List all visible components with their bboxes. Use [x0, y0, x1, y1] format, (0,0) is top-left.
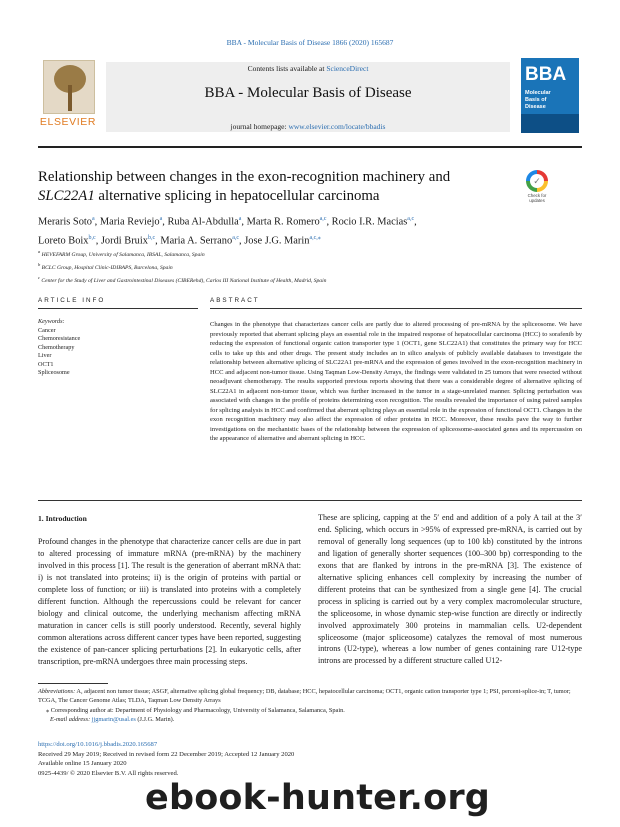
footnote-rule — [38, 683, 108, 684]
homepage-link[interactable]: www.elsevier.com/locate/bbadis — [288, 122, 386, 131]
title-line2: alternative splicing in hepatocellular carcinoma — [94, 188, 380, 204]
article-info-rule — [38, 308, 198, 309]
author-name[interactable]: Jordi Bruix — [100, 235, 148, 247]
author-name[interactable]: Maria A. Serrano — [160, 235, 233, 247]
journal-title: BBA - Molecular Basis of Disease — [204, 85, 412, 101]
affiliation-item: $^a$ HEVEFARM Group, University of Salamanca, IBSAL, Salamanca, Spain — [38, 249, 205, 258]
author-name[interactable]: Jose J.G. Marin — [244, 235, 310, 247]
header-divider — [38, 146, 582, 148]
check-for-updates-button[interactable]: ✓ Check for updates — [523, 170, 551, 202]
keyword-item: Liver — [38, 352, 52, 359]
cover-subtitle: Molecular Basis of Disease — [525, 90, 551, 110]
author-name[interactable]: Ruba Al-Abdulla — [167, 216, 239, 228]
elsevier-logo — [38, 60, 98, 132]
elsevier-wordmark: ELSEVIER — [39, 116, 97, 128]
keywords-list — [38, 318, 198, 378]
affiliations — [38, 247, 582, 286]
author-name[interactable]: Marta R. Romero — [246, 216, 320, 228]
abstract-bottom-rule — [38, 500, 582, 501]
contents-line — [106, 64, 510, 73]
intro-heading: 1. Introduction — [38, 514, 87, 523]
available-online: Available online 15 January 2020 — [38, 760, 127, 768]
abstract-rule — [210, 308, 582, 309]
keyword-item: Cancer — [38, 326, 56, 334]
intro-right-column: These are splicing, capping at the 5′ end and addition of a poly A tail at the 3′ end. Splicing, which occurs in >95% of expressed pre-mRNA, is carried out by removal of generally long sequences (up to 100 kb) constituted by the introns and ligation of generally shorter sequences (100–300 bp) corresponding to the exons that are flanked by introns in the pre-mRNA [3]. The existence of alternative splicing enhances cell complexity by increasing the number of different proteins that can be synthesized from a single gene [4]. The crucial process in splicing is carried out by a very complex macromolecular structure, the spliceosome, in whose dynamic step-wise function are directly or indirectly involved approximately 300 proteins in mammalian cells. U2-dependent spliceosome (major spliceosome) catalyzes the removal of most numerous introns (U2-type), whereas a low number of genes containing rare U12-type introns are processed by a different structure called U12- — [318, 513, 582, 666]
keyword-item: Chemotherapy — [38, 343, 75, 351]
abstract-heading: ABSTRACT — [210, 297, 260, 304]
watermark-text: ebook-hunter.org — [145, 778, 491, 818]
intro-left-column: Profound changes in the phenotype that characterize cancer cells are due in part to altered processing of immature mRNA (pre-mRNA) by the machinery involved in this process [1]. The result is the generation of aberrant mRNA that: i) is not translated into proteins; ii) is the origin of proteins with partial or complete loss of function; or iii) is translated into proteins with a completely different function. Although the repercussions could be relevant for cancer biology and clinical outcome, the underlying mechanism affecting mRNA maturation in cancer cells is still poorly understood. Recently, several highly common alterations across different cancer types have been reported, suggesting the existence of pan-cancer splicing perturbations [2]. In eukaryotic cells, after transcription, pre-mRNA undergoes three main processing steps. — [38, 537, 301, 666]
check-updates-label: Check for updates — [527, 193, 547, 203]
cover-title: BBA — [525, 64, 567, 85]
author-name[interactable]: Loreto Boix — [38, 235, 89, 247]
abbreviations-footnote: Abbreviations: A, adjacent non tumor tissue; ASGF, alternative splicing global frequency; DB, database; HCC, hepatocellular carcinoma; OCT1, organic cation transporter type 1; PSI, percent-splice-in; T, tumor; TCGA, The Cancer Genome Atlas; TLDA, Taqman Low Density Arrays — [38, 688, 571, 705]
author-name[interactable]: Rocio I.R. Macias — [331, 216, 408, 228]
elsevier-tree-icon — [43, 60, 95, 114]
keyword-item: OCT1 — [38, 360, 54, 368]
doi-block — [38, 740, 338, 778]
doi-link[interactable]: https://doi.org/10.1016/j.bbadis.2020.165687 — [38, 741, 158, 748]
author-list: Meraris Soto$^a$, Maria Reviejo$^a$, Ruba Al-Abdulla$^a$, Marta R. Romero$^{a,c}$, Rocio I.R. Macias$^{a,c}$, Loreto Boix$^{b,c}$, Jordi Bruix$^{b,c}$, Maria A. Serrano$^{a,c}$, Jose J.G. Marin$^{a,c,⁎}$ — [38, 216, 417, 247]
contents-prefix: Contents lists available at — [247, 64, 327, 73]
journal-cover-image — [521, 58, 579, 133]
journal-reference-link[interactable]: BBA - Molecular Basis of Disease 1866 (2020) 165687 — [226, 38, 394, 47]
affiliation-item: $^c$ Center for the Study of Liver and Gastrointestinal Diseases (CIBERehd), Carlos III National Institute of Health, Madrid, Spain — [38, 275, 327, 284]
homepage-prefix: journal homepage: — [230, 122, 289, 131]
homepage-line — [106, 122, 510, 131]
corresponding-author-footnote: ⁎ Corresponding author at: Department of Physiology and Pharmacology, University of Salamanca, Salamanca, Spain. — [46, 706, 345, 714]
keywords-heading: Keywords: — [38, 318, 65, 325]
title-line1: Relationship between changes in the exon-recognition machinery and — [38, 169, 451, 185]
article-info-heading: ARTICLE INFO — [38, 297, 106, 304]
article-title — [38, 168, 508, 206]
author-name[interactable]: Meraris Soto — [38, 216, 92, 228]
author-name[interactable]: Maria Reviejo — [99, 216, 160, 228]
copyright-line: 0925-4439/ © 2020 Elsevier B.V. All rights reserved. — [38, 769, 179, 777]
keyword-item: Chemoresistance — [38, 335, 81, 342]
sciencedirect-link[interactable]: ScienceDirect — [326, 64, 369, 73]
footnotes — [38, 687, 582, 724]
keyword-item: Spliceosome — [38, 369, 70, 376]
email-link[interactable]: jjgmarin@usal.es — [91, 715, 136, 723]
email-footnote: E-mail address: jjgmarin@usal.es (J.J.G. Marin). — [50, 715, 175, 723]
received-dates: Received 29 May 2019; Received in revised form 22 December 2019; Accepted 12 January 2020 — [38, 750, 295, 758]
abstract-body: Changes in the phenotype that characterizes cancer cells are partly due to altered processing of pre-mRNA by the spliceosome. We have previously reported that aberrant splicing plays an essential role in the impaired response of hepatocellular carcinoma (HCC) to sorafenib by reducing the expression of functional organic cation transporter type 1 (OCT1, gene SLC22A1) that constitutes the primary way for HCC cells to take up this and other drugs. The present study includes an in silico analysis of publicly available databases to investigate the relationship between alternative splicing of SLC22A1 pre-mRNA and the expression of genes involved in the exon-recognition machinery in HCC and adjacent non-tumor tissue. Using Taqman Low-Density Arrays, the findings were validated in 25 tumors that were resected without neoadjuvant chemotherapy. The results supported previous reports showing that there was a considerable degree of alternative splicing of SLC22A1 in adjacent non-tumor tissue, which was further increased in the tumor in a stage-unrelated manner. Splicing perturbation was associated with changes in the profile of proteins determining exon recognition. The results revealed the importance of using paired samples for splicing analysis in HCC and confirmed that aberrant splicing plays an essential role in the expression of functional OCT1. Changes in the exon recognition machinery may also affect the expression of other proteins in HCC. Moreover, these results pave the way to further investigations on the mechanistic bases of the relationship between the expression of spliceosome-associated genes and its repercussion on the appearance of alternative and aberrant splicing in HCC. — [210, 321, 582, 442]
title-gene: SLC22A1 — [38, 188, 95, 204]
affiliation-item: $^b$ BCLC Group, Hospital Clinic-IDIBAPS, Barcelona, Spain — [38, 262, 173, 271]
